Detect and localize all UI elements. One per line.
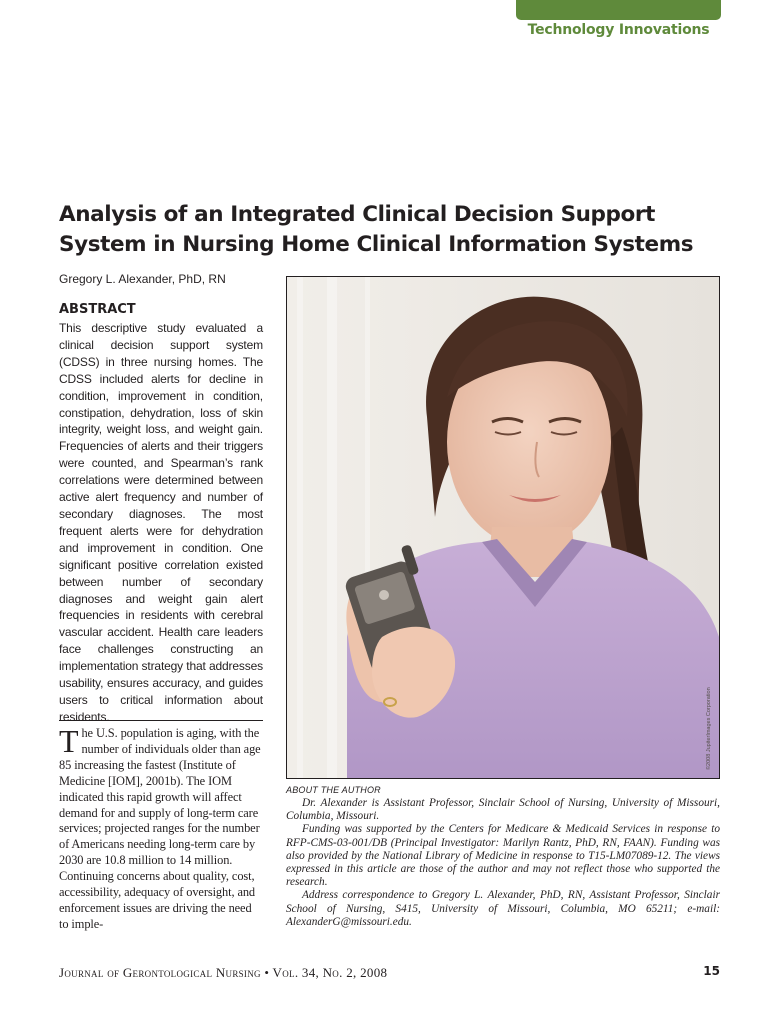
about-paragraph: Dr. Alexander is Assistant Professor, Sinclair School of Nursing, University of Missouri, Columbia, Missouri. xyxy=(286,797,720,823)
intro-text: he U.S. population is aging, with the number of individuals older than age 85 increasing the fastest (Institute of Medicine [IOM], 2001b). The IOM indicated this rapid growth will affect demand for and supply of long-term care services; projected ranges for the number of Americans needing long-term care by 2030 are 10.8 million to 14 million. Continuing concerns about quality, cost, accessibility, adequacy of oversight, and enforcement issues are driving the need to imple- xyxy=(59,726,261,931)
section-label: Technology Innovations xyxy=(527,22,710,38)
nurse-with-phone-photo xyxy=(286,276,720,779)
about-paragraph: Funding was supported by the Centers for Medicare & Medicaid Services in response to RFP-CMS-03-001/DB (Principal Investigator: Marilyn Rantz, PhD, RN, FAAN). Funding was also provided by the National Library of Medicine in response to T15-LM07089-12. The views expressed in this article are those of the author and may not reflect those who supported the research. xyxy=(286,823,720,889)
abstract-text: This descriptive study evaluated a clinical decision support system (CDSS) in three nursing homes. The CDSS included alerts for decline in condition, improvement in condition, constipation, dehydration, loss of skin integrity, weight loss, and weight gain. Frequencies of alerts and their triggers were counted, and Spearman’s rank correlations were determined between active alert frequency and number of secondary diagnoses. The most frequent alerts were for dehydration and improvement in condition. One significant positive correlation existed between number of secondary diagnoses and weight gain alert frequencies in residents with cerebral vascular accident. Health care leaders face challenges constructing an implementation strategy that addresses usability, ensures accuracy, and guides users to critical information about residents. xyxy=(59,321,263,724)
author-byline: Gregory L. Alexander, PhD, RN xyxy=(59,272,226,286)
about-paragraph: Address correspondence to Gregory L. Alexander, PhD, RN, Assistant Professor, Sinclair School of Nursing, S415, University of Missouri, Columbia, MO 65211; e-mail: AlexanderG@missouri.edu. xyxy=(286,889,720,928)
about-author-heading: ABOUT THE AUTHOR xyxy=(286,785,381,795)
about-author-text xyxy=(286,797,720,929)
page-number: 15 xyxy=(703,964,720,978)
column-divider xyxy=(59,720,263,721)
article-title: Analysis of an Integrated Clinical Decision Support System in Nursing Home Clinical Information Systems xyxy=(59,202,694,257)
intro-text-block xyxy=(59,723,263,933)
drop-cap: T xyxy=(59,723,79,759)
abstract-heading: ABSTRACT xyxy=(59,302,136,317)
journal-footer: Journal of Gerontological Nursing • Vol. 34, No. 2, 2008 xyxy=(59,965,388,980)
photo-credit: ©2008 JupiterImages Corporation xyxy=(706,687,712,770)
section-tab-bar xyxy=(516,0,721,20)
